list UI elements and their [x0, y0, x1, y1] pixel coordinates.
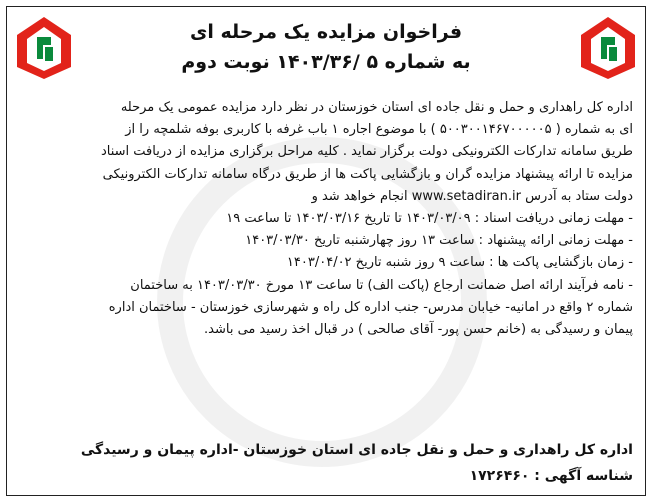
body-line: دولت ستاد به آدرس www.setadiran.ir انجام خواهد شد و	[311, 188, 633, 204]
page-title	[87, 17, 565, 77]
body-line: اداره کل راهداری و حمل و نقل جاده ای استان خوزستان در نظر دارد مزایده عمومی یک مرحله	[120, 100, 633, 115]
body-line: ای به شماره ( ۵۰۰۳۰۰۱۴۶۷۰۰۰۰۰۵ ) با موضوع اجاره ۱ باب غرفه با کاربری بوفه شلمچه را از	[125, 122, 633, 138]
body-line: - مهلت زمانی دریافت اسناد : ۱۴۰۳/۰۳/۰۹ تا تاریخ ۱۴۰۳/۰۳/۱۶ تا ساعت ۱۹	[226, 211, 633, 227]
announcement-body	[19, 97, 633, 341]
body-line: شماره ۲ واقع در امانیه- خیابان مدرس- جنب اداره کل راه و شهرسازی خوزستان - ساختمان اداره	[108, 299, 633, 315]
body-line: - مهلت زمانی ارائه پیشنهاد : ساعت ۱۳ روز چهارشنبه تاریخ ۱۴۰۳/۰۳/۳۰	[245, 233, 633, 249]
rmto-logo-icon	[15, 15, 73, 81]
title-line-1: فراخوان مزایده یک مرحله ای	[189, 21, 463, 43]
body-line: پیمان و رسیدگی به (خانم حسن پور- آقای صالحی ) در قبال اخذ رسید می باشد.	[204, 322, 633, 338]
organization-name: اداره کل راهداری و حمل و نقل جاده ای استان خوزستان -اداره پیمان و رسیدگی	[80, 442, 633, 458]
footer	[19, 437, 633, 489]
advertisement-frame	[6, 6, 646, 496]
title-line-2: به شماره ۵ /۱۴۰۳/۳۶ نوبت دوم	[181, 51, 471, 73]
body-line: طریق سامانه تدارکات الکترونیکی دولت برگزار نماید . کلیه مراحل برگزاری مزایده از دریافت اسناد	[100, 144, 633, 160]
rmto-logo-icon	[579, 15, 637, 81]
ad-id: شناسه آگهی : ۱۷۲۶۴۶۰	[469, 468, 633, 484]
body-line: مزایده تا ارائه پیشنهاد مزایده گران و بازگشایی پاکت ها از طریق درگاه سامانه تدارکات الکترونیکی	[102, 166, 633, 182]
body-line: - نامه فرآیند ارائه اصل ضمانت ارجاع (پاکت الف) تا ساعت ۱۳ مورخ ۱۴۰۳/۰۳/۳۰ به ساختمان	[130, 277, 633, 293]
body-line: - زمان بازگشایی پاکت ها : ساعت ۹ روز شنبه تاریخ ۱۴۰۳/۰۴/۰۲	[286, 255, 633, 271]
